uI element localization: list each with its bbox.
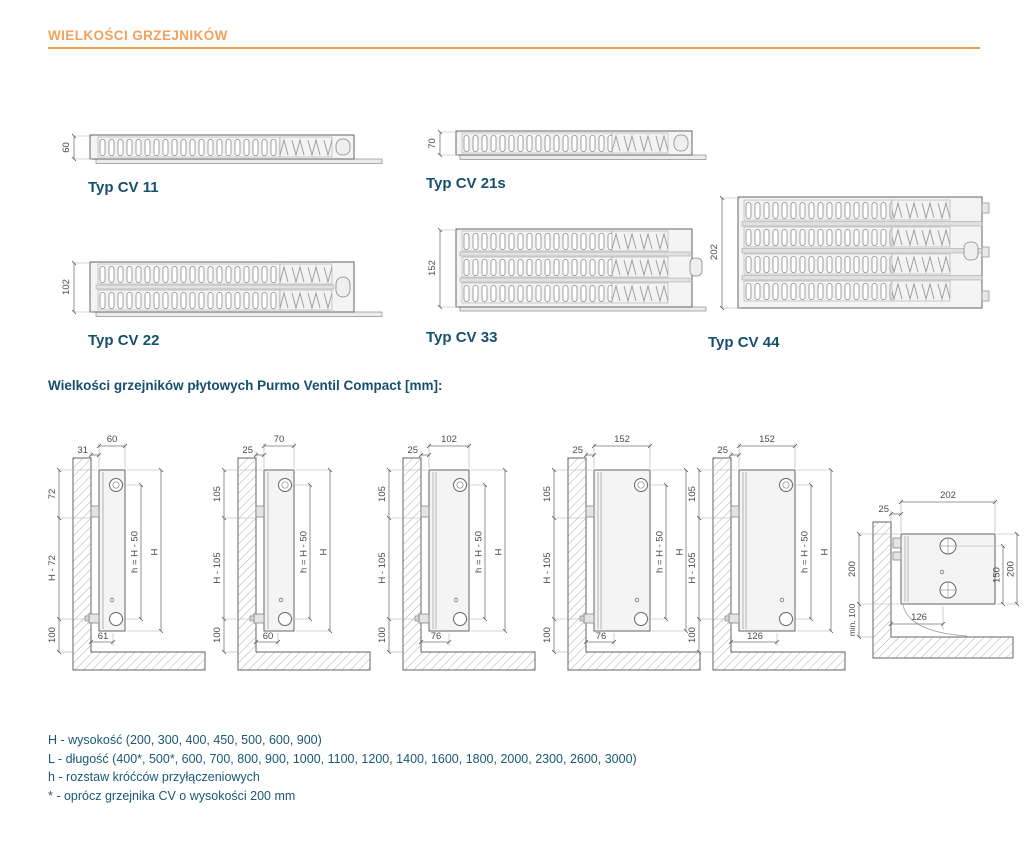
- cv44-figure: [700, 190, 992, 351]
- header-rule: [48, 47, 980, 49]
- cs4-bottom-dim: 76: [595, 631, 607, 642]
- corner-left-top-dim: 200: [847, 561, 858, 577]
- cs2-bottom-dim: 60: [262, 631, 274, 642]
- cv11-label: Typ CV 11: [88, 179, 159, 196]
- cs2-offset-dim: 25: [242, 445, 253, 456]
- cs3-width-dim: 102: [441, 434, 457, 445]
- corner-width-dim: 202: [940, 490, 956, 501]
- section-subtitle: Wielkości grzejników płytowych Purmo Ventil Compact [mm]:: [48, 378, 443, 393]
- cs5-bottom-dim: 126: [747, 631, 763, 642]
- page-title: WIELKOŚCI GRZEJNIKÓW: [48, 28, 228, 43]
- cs5-offset-dim: 25: [717, 445, 728, 456]
- cs1-bottom-dim: 61: [97, 631, 109, 642]
- legend-line-L: L - długość (400*, 500*, 600, 700, 800, 900, 1000, 1100, 1200, 1400, 1600, 1800, 2000, 2300, 2600, 3000): [48, 751, 637, 766]
- cs3-bottom-dim: 76: [430, 631, 442, 642]
- cs5-left-bottom-dim: 100: [687, 627, 698, 643]
- cs5-h-dim: h = H - 50: [799, 531, 811, 573]
- cs2-H-dim: H: [318, 548, 330, 556]
- cs3-left-top-dim: 105: [377, 486, 388, 502]
- cv22-label: Typ CV 22: [88, 332, 160, 349]
- corner-bottom-dim: 126: [911, 612, 927, 623]
- cs4-offset-dim: 25: [572, 445, 583, 456]
- cross-section-cv22-drawing: [375, 428, 540, 678]
- cs4-left-top-dim: 105: [542, 486, 553, 502]
- cv22-top-view-drawing: [52, 255, 387, 325]
- cs1-left-bottom-dim: 100: [47, 627, 58, 643]
- cv33-depth-dim: 152: [427, 260, 438, 276]
- cs4-H-dim: H: [674, 548, 686, 556]
- cross-section-cv11: [45, 428, 210, 678]
- cv44-top-view-drawing: [700, 190, 992, 327]
- cs1-left-mid-dim: H - 72: [47, 555, 58, 581]
- cs5-left-top-dim: 105: [687, 486, 698, 502]
- cs3-left-bottom-dim: 100: [377, 627, 388, 643]
- corner-right-inner-dim: 150: [991, 567, 1003, 583]
- cross-section-cv44: [685, 428, 850, 678]
- cs3-h-dim: h = H - 50: [473, 531, 485, 573]
- corner-detail-figure: [845, 462, 1027, 682]
- corner-left-bottom-dim: min. 100: [847, 603, 857, 637]
- cv11-top-view-drawing: [52, 128, 387, 172]
- cs2-left-mid-dim: H - 105: [212, 552, 223, 584]
- cs3-H-dim: H: [493, 548, 505, 556]
- corner-right-outer-dim: 200: [1005, 561, 1017, 577]
- cv21s-top-view-drawing: [418, 124, 710, 168]
- cross-section-cv33: [540, 428, 705, 678]
- cs1-H-dim: H: [149, 548, 161, 556]
- cs2-width-dim: 70: [273, 434, 285, 445]
- cs1-offset-dim: 31: [77, 445, 88, 456]
- cs1-h-dim: h = H - 50: [129, 531, 141, 573]
- cv44-depth-dim: 202: [709, 244, 720, 260]
- cv22-figure: [52, 255, 387, 349]
- cs5-width-dim: 152: [759, 434, 775, 445]
- cs4-left-mid-dim: H - 105: [542, 552, 553, 584]
- cross-section-cv11-drawing: [45, 428, 210, 678]
- cs1-width-dim: 60: [106, 434, 118, 445]
- legend-line-asterisk: * - oprócz grzejnika CV o wysokości 200 mm: [48, 788, 296, 803]
- cross-section-cv21s: [210, 428, 375, 678]
- cs3-left-mid-dim: H - 105: [377, 552, 388, 584]
- legend-line-H: H - wysokość (200, 300, 400, 450, 500, 600, 900): [48, 733, 322, 747]
- cv33-label: Typ CV 33: [426, 329, 498, 346]
- cs3-offset-dim: 25: [407, 445, 418, 456]
- cv21s-depth-dim: 70: [427, 138, 438, 149]
- cs4-width-dim: 152: [614, 434, 630, 445]
- cv11-figure: [52, 128, 387, 196]
- cv22-depth-dim: 102: [61, 279, 72, 295]
- cs2-left-bottom-dim: 100: [212, 627, 223, 643]
- cs4-left-bottom-dim: 100: [542, 627, 553, 643]
- legend-line-h: h - rozstaw króćców przyłączeniowych: [48, 770, 260, 784]
- cross-section-cv33-drawing: [540, 428, 705, 678]
- cv11-depth-dim: 60: [61, 142, 72, 153]
- cs2-h-dim: h = H - 50: [298, 531, 310, 573]
- corner-offset-dim: 25: [878, 504, 889, 515]
- cross-section-cv22: [375, 428, 540, 678]
- cv33-top-view-drawing: [418, 222, 710, 322]
- cs2-left-top-dim: 105: [212, 486, 223, 502]
- cs1-left-top-dim: 72: [47, 488, 58, 500]
- cv44-label: Typ CV 44: [708, 334, 780, 351]
- cross-section-cv21s-drawing: [210, 428, 375, 678]
- corner-detail-drawing: [845, 462, 1027, 682]
- cv21s-figure: [418, 124, 710, 192]
- cs5-left-mid-dim: H - 105: [687, 552, 698, 584]
- cs5-H-dim: H: [819, 548, 831, 556]
- cv33-figure: [418, 222, 710, 346]
- cv21s-label: Typ CV 21s: [426, 175, 506, 192]
- cross-section-cv44-drawing: [685, 428, 850, 678]
- cs4-h-dim: h = H - 50: [654, 531, 666, 573]
- legend: [48, 731, 637, 805]
